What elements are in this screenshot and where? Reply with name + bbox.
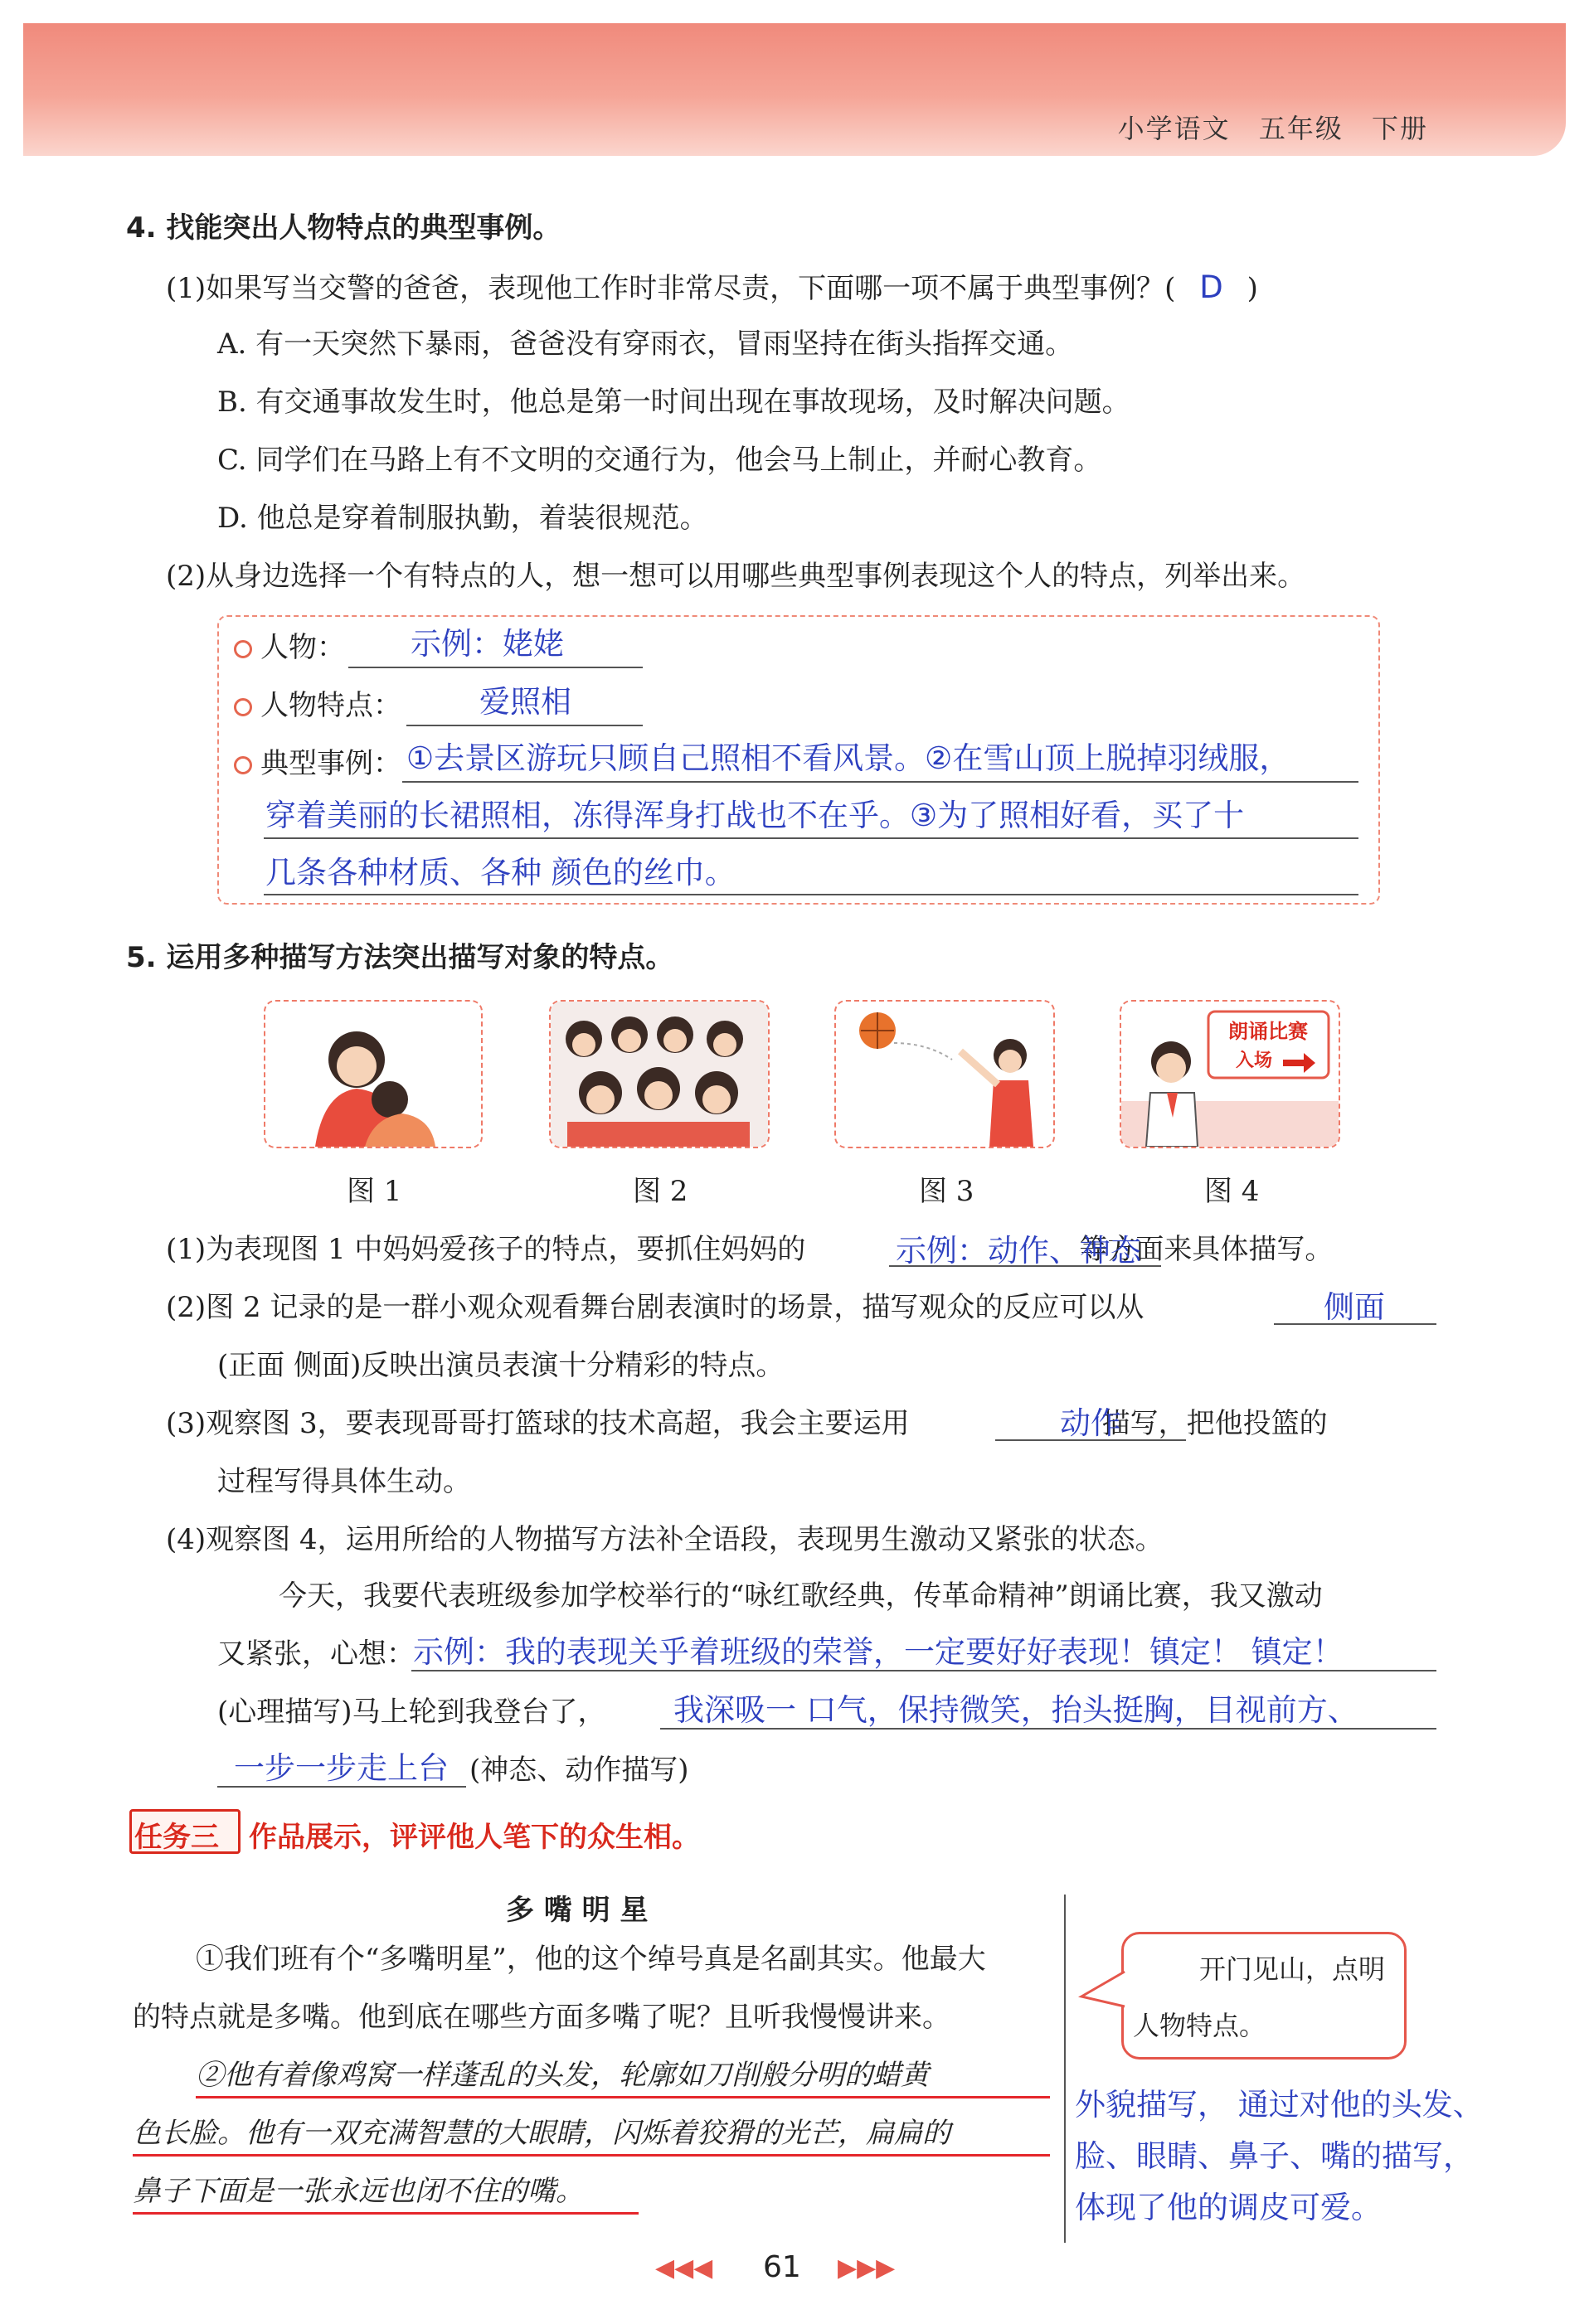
paragraph-line3: (心理描写)马上轮到我登台了， [217, 1696, 606, 1729]
picture-4 [1120, 1000, 1340, 1148]
mother-hugging-child-illustration [265, 1002, 481, 1147]
q4-option-a: A. 有一天突然下暴雨，爸爸没有穿雨衣，冒雨坚持在街头指挥交通。 [217, 327, 1074, 361]
margin-note-line2: 脸、眼睛、鼻子、嘴的描写， [1075, 2138, 1474, 2174]
q5-sub1: (1)为表现图 1 中妈妈爱孩子的特点，要抓住妈妈的 等方面来具体描写。 [166, 1233, 1334, 1266]
basketball-shot-illustration [836, 1002, 1053, 1147]
margin-note-line1: 外貌描写， 通过对他的头发、 [1075, 2087, 1484, 2123]
audience-children-illustration [551, 1002, 768, 1147]
paragraph-line4: (神态、动作描写) [469, 1754, 689, 1787]
trait-row: 人物特点： [234, 691, 401, 720]
q4-option-c: C. 同学们在马路上有不文明的交通行为，他会马上制止，并耐心教育。 [217, 444, 1102, 477]
person-row: 人物： [234, 633, 345, 662]
next-page-icon[interactable]: ▶▶▶ [838, 2254, 896, 2283]
essay-p1-line2: 的特点就是多嘴。他到底在哪些方面多嘴了呢？且听我慢慢讲来。 [133, 2001, 950, 2034]
q4-sub2: (2)从身边选择一个有特点的人，想一想可以用哪些典型事例表现这个人的特点，列举出来。 [166, 560, 1306, 593]
person-answer: 示例：姥姥 [411, 626, 564, 662]
caption-3: 图 3 [919, 1175, 974, 1208]
trait-answer: 爱照相 [479, 684, 571, 720]
picture-1 [264, 1000, 483, 1148]
caption-4: 图 4 [1204, 1175, 1260, 1208]
q4-sub1: (1)如果写当交警的爸爸，表现他工作时非常尽责，下面哪一项不属于典型事例？( D ) [166, 269, 1258, 305]
q5-title: 5. 运用多种描写方法突出描写对象的特点。 [126, 941, 674, 974]
example-row: 典型事例： [234, 750, 401, 778]
recital-boy-illustration [1121, 1002, 1339, 1147]
bubble-tail-icon [1078, 1967, 1128, 2016]
essay-p1-line1: ①我们班有个“多嘴明星”，他的这个绰号真是名副其实。他最大 [196, 1943, 986, 1976]
essay-p2-line1: ②他有着像鸡窝一样蓬乱的头发，轮廓如刀削般分明的蜡黄 [196, 2059, 929, 2092]
bullet-icon [234, 756, 252, 774]
caption-1: 图 1 [347, 1175, 402, 1208]
q5-sub4: (4)观察图 4，运用所给的人物描写方法补全语段，表现男生激动又紧张的状态。 [166, 1523, 1164, 1556]
essay-p2-line2: 色长脸。他有一双充满智慧的大眼睛，闪烁着狡猾的光芒，扁扁的 [133, 2117, 950, 2150]
example-answer-line1: ①去景区游玩只顾自己照相不看风景。②在雪山顶上脱掉羽绒服， [406, 740, 1290, 776]
q5-sub1-answer: 示例：动作、神态 [896, 1233, 1141, 1269]
q4-option-d: D. 他总是穿着制服执勤，着装很规范。 [217, 502, 708, 535]
paragraph-line1: 今天，我要代表班级参加学校举行的“咏红歌经典，传革命精神”朗诵比赛，我又激动 [279, 1579, 1323, 1613]
q5-sub3-answer: 动作 [1060, 1405, 1121, 1441]
bullet-icon [234, 698, 252, 716]
q4-option-b: B. 有交通事故发生时，他总是第一时间出现在事故现场，及时解决问题。 [217, 386, 1130, 419]
q5-sub2-line2: (正面 侧面)反映出演员表演十分精彩的特点。 [217, 1349, 785, 1382]
example-answer-line2: 穿着美丽的长裙照相，冻得浑身打战也不在乎。③为了照相好看，买了十 [265, 798, 1245, 833]
q5-sub2-answer: 侧面 [1324, 1289, 1385, 1325]
example-answer-line3: 几条各种材质、各种 颜色的丝巾。 [265, 855, 736, 890]
essay-title: 多 嘴 明 星 [506, 1894, 649, 1927]
sign-text-1: 朗诵比赛 [1228, 1020, 1308, 1043]
task-tag-label: 任务三 [134, 1821, 219, 1854]
q5-sub3-line2: 过程写得具体生动。 [217, 1465, 471, 1498]
caption-2: 图 2 [633, 1175, 688, 1208]
page-number: 61 [763, 2250, 801, 2284]
picture-2 [549, 1000, 770, 1148]
bullet-icon [234, 640, 252, 658]
subject-label: 小学语文 五年级 下册 [1117, 113, 1428, 144]
paragraph-answer-2: 我深吸一 口气，保持微笑，抬头挺胸，目视前方、 [673, 1692, 1358, 1728]
paragraph-answer-1: 示例：我的表现关乎着班级的荣誉，一定要好好表现！镇定！ 镇定！ [413, 1634, 1344, 1670]
margin-note-line3: 体现了他的调皮可爱。 [1075, 2190, 1382, 2225]
q4-title: 4. 找能突出人物特点的典型事例。 [126, 211, 561, 245]
sign-text-2: 入场 [1235, 1050, 1273, 1071]
picture-3 [834, 1000, 1055, 1148]
q5-sub2: (2)图 2 记录的是一群小观众观看舞台剧表演时的场景，描写观众的反应可以从 [166, 1291, 1144, 1324]
q5-sub3: (3)观察图 3，要表现哥哥打篮球的技术高超，我会主要运用 描写，把他投篮的 [166, 1407, 1328, 1440]
prev-page-icon[interactable]: ◀◀◀ [655, 2254, 713, 2283]
column-divider [1064, 1895, 1066, 2243]
essay-p2-line3: 鼻子下面是一张永远也闭不住的嘴。 [133, 2175, 584, 2208]
paragraph-line2: 又紧张，心想： [217, 1637, 415, 1671]
task-title: 作品展示，评评他人笔下的众生相。 [249, 1821, 700, 1854]
bubble-line1: 开门见山，点明 [1199, 1953, 1386, 1985]
bubble-line2: 人物特点。 [1133, 2010, 1266, 2041]
paragraph-answer-3: 一步一步走上台 [234, 1750, 449, 1786]
q4-answer: D [1199, 269, 1223, 305]
